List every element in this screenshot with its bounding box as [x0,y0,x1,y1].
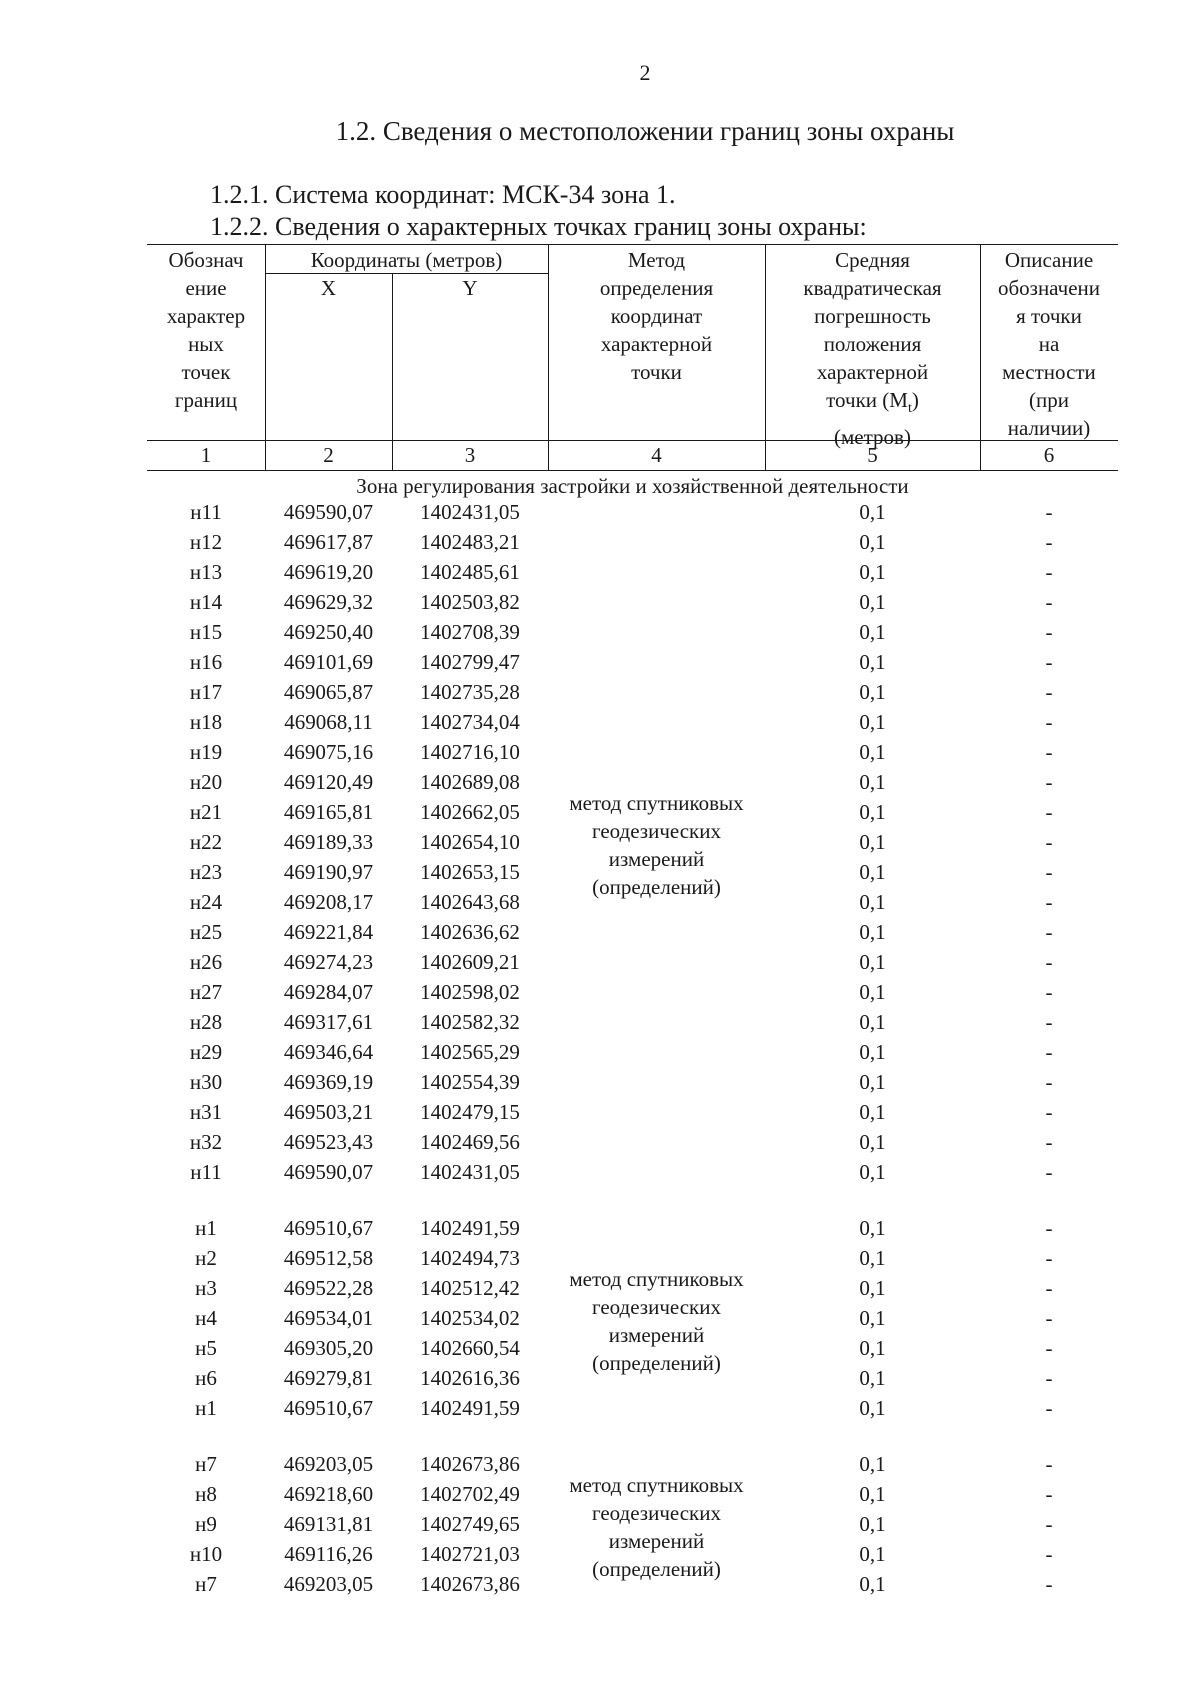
y-coordinate: 1402749,65 [420,1512,520,1536]
table-row [0,530,1200,560]
point-description: - [1045,1100,1053,1124]
method-line: (определений) [592,1557,721,1581]
method-line: геодезических [591,1295,721,1319]
table-row [0,590,1200,620]
mean-error: 0,1 [859,1130,886,1154]
point-description: - [1045,1396,1053,1420]
group-gap [0,1426,1200,1452]
point-description: - [1045,1010,1053,1034]
point-description: - [1045,1512,1053,1536]
mean-error: 0,1 [859,620,886,644]
mean-error: 0,1 [859,800,886,824]
point-description: - [1045,770,1053,794]
mean-error: 0,1 [859,1160,886,1184]
mean-error: 0,1 [859,650,886,674]
method-line: геодезических [591,1501,721,1525]
mean-error: 0,1 [859,1010,886,1034]
x-coordinate: 469317,61 [283,1010,374,1034]
x-coordinate: 469305,20 [283,1336,374,1360]
header-line: обозначени [997,276,1101,300]
y-coordinate: 1402653,15 [420,860,520,884]
mean-error: 0,1 [859,1070,886,1094]
point-label: н1 [195,1216,217,1240]
header-line: я точки [1016,304,1082,328]
point-label: н17 [189,680,223,704]
y-coordinate: 1402554,39 [420,1070,520,1094]
x-coordinate: 469346,64 [283,1040,374,1064]
y-coordinate: 1402491,59 [420,1216,520,1240]
x-coordinate: 469221,84 [283,920,374,944]
header-line: положения [823,332,922,356]
table-row [0,1160,1200,1190]
point-description: - [1045,1246,1053,1270]
numbers-bottom-border [147,470,1118,471]
point-description: - [1045,920,1053,944]
point-description: - [1045,680,1053,704]
mean-error: 0,1 [859,1572,886,1596]
y-coordinate: 1402721,03 [420,1542,520,1566]
table-top-border [147,244,1118,245]
header-x: X [320,276,337,300]
method-line: метод спутниковых [569,1473,744,1497]
point-label: н19 [189,740,223,764]
mean-error: 0,1 [859,1482,886,1506]
x-coordinate: 469503,21 [283,1100,374,1124]
point-label: н25 [189,920,223,944]
method-line: геодезических [591,819,721,843]
column-number-2: 2 [323,443,334,467]
x-coordinate: 469534,01 [283,1306,374,1330]
point-description: - [1045,1160,1053,1184]
point-description: - [1045,620,1053,644]
point-description: - [1045,1542,1053,1566]
y-coordinate: 1402734,04 [420,710,520,734]
mean-error: 0,1 [859,710,886,734]
mean-error: 0,1 [859,590,886,614]
table-row [0,650,1200,680]
y-coordinate: 1402799,47 [420,650,520,674]
method-line: метод спутниковых [569,791,744,815]
mean-error: 0,1 [859,980,886,1004]
point-label: н21 [189,800,223,824]
mean-error: 0,1 [859,1040,886,1064]
x-coordinate: 469590,07 [283,500,374,524]
point-description: - [1045,710,1053,734]
point-description: - [1045,980,1053,1004]
column-number-1: 1 [200,443,212,467]
x-coordinate: 469218,60 [283,1482,374,1506]
y-coordinate: 1402643,68 [420,890,520,914]
y-coordinate: 1402609,21 [420,950,520,974]
header-line: Метод [627,248,686,272]
page-number: 2 [639,60,651,85]
header-line: Обознач [168,248,244,272]
header-method [548,246,765,386]
point-description: - [1045,590,1053,614]
x-coordinate: 469131,81 [283,1512,374,1536]
x-coordinate: 469510,67 [283,1396,374,1420]
method-cell [548,1265,765,1377]
x-coordinate: 469369,19 [283,1070,374,1094]
point-label: н1 [195,1396,217,1420]
mean-error: 0,1 [859,1452,886,1476]
point-label: н24 [189,890,223,914]
header-line: ных [188,332,224,356]
header-line: границ [174,388,238,412]
group-gap [0,1190,1200,1216]
mean-error: 0,1 [859,1306,886,1330]
point-label: н15 [189,620,223,644]
x-coordinate: 469617,87 [283,530,374,554]
x-coordinate: 469203,05 [283,1572,374,1596]
point-label: н31 [189,1100,223,1124]
method-line: метод спутниковых [569,1267,744,1291]
y-coordinate: 1402708,39 [420,620,520,644]
point-label: н30 [189,1070,223,1094]
point-label: н27 [189,980,223,1004]
point-label: н4 [195,1306,217,1330]
point-description: - [1045,1216,1053,1240]
point-label: н16 [189,650,223,674]
x-coordinate: 469279,81 [283,1366,374,1390]
point-description: - [1045,650,1053,674]
point-description: - [1045,500,1053,524]
table-row [0,1396,1200,1426]
mean-error: 0,1 [859,1542,886,1566]
header-line: (при [1029,388,1069,412]
section-title: 1.2. Сведения о местоположении границ зоны охраны [335,116,955,146]
header-line: координат [610,304,703,328]
header-line: точек [181,360,231,384]
table-row [0,950,1200,980]
x-coordinate: 469274,23 [283,950,374,974]
x-coordinate: 469203,05 [283,1452,374,1476]
header-line: точки $(M_t)$ [826,388,919,417]
point-description: - [1045,1452,1053,1476]
table-row [0,500,1200,530]
method-cell [548,789,765,901]
mean-error: 0,1 [859,1396,886,1420]
column-number-4: 4 [651,443,662,467]
y-coordinate: 1402469,56 [420,1130,520,1154]
y-coordinate: 1402735,28 [420,680,520,704]
header-line: ение [185,276,227,300]
header-line: Средняя [835,248,910,272]
header-line: погрешность [814,304,931,328]
mean-error: 0,1 [859,680,886,704]
point-description: - [1045,1572,1053,1596]
mean-error: 0,1 [859,530,886,554]
header-line: определения [599,276,714,300]
method-cell [548,1471,765,1583]
y-coordinate: 1402565,29 [420,1040,520,1064]
table-row [0,1070,1200,1100]
point-label: н2 [195,1246,217,1270]
table-row [0,1100,1200,1130]
point-label: н26 [189,950,223,974]
point-label: н29 [189,1040,223,1064]
method-line: (определений) [592,1351,721,1375]
point-label: н18 [189,710,223,734]
y-coordinate: 1402616,36 [420,1366,520,1390]
header-line: характер [166,304,246,328]
zone-title: Зона регулирования застройки и хозяйственной деятельности [356,474,909,498]
y-coordinate: 1402636,62 [420,920,520,944]
point-group [0,1216,1200,1426]
y-coordinate: 1402431,05 [420,500,520,524]
method-line: (определений) [592,875,721,899]
header-line: квадратическая [803,276,942,300]
header-designation [147,246,265,414]
x-coordinate: 469523,43 [283,1130,374,1154]
x-coordinate: 469120,49 [283,770,374,794]
mean-error: 0,1 [859,1336,886,1360]
x-coordinate: 469116,26 [284,1542,373,1566]
y-coordinate: 1402598,02 [420,980,520,1004]
mean-error: 0,1 [859,560,886,584]
mean-error: 0,1 [859,830,886,854]
point-description: - [1045,530,1053,554]
y-coordinate: 1402654,10 [420,830,520,854]
x-coordinate: 469590,07 [283,1160,374,1184]
table-row [0,1040,1200,1070]
y-coordinate: 1402534,02 [420,1306,520,1330]
x-coordinate: 469250,40 [283,620,374,644]
x-coordinate: 469619,20 [283,560,374,584]
point-label: н7 [195,1452,217,1476]
mean-error: 0,1 [859,1512,886,1536]
y-coordinate: 1402485,61 [420,560,520,584]
y-coordinate: 1402660,54 [420,1336,520,1360]
table-row [0,710,1200,740]
mean-error: 0,1 [859,740,886,764]
column-number-6: 6 [1043,443,1055,467]
point-label: н7 [195,1572,217,1596]
coordinate-system-line: 1.2.1. Система координат: МСК-34 зона 1. [210,180,676,209]
y-coordinate: 1402512,42 [420,1276,520,1300]
point-label: н9 [195,1512,217,1536]
table-row [0,560,1200,590]
method-line: измерений [608,1323,705,1347]
point-description: - [1045,1130,1053,1154]
header-line: Описание [1004,248,1094,272]
point-description: - [1045,830,1053,854]
y-coordinate: 1402494,73 [420,1246,520,1270]
x-coordinate: 469208,17 [283,890,374,914]
table-row [0,920,1200,950]
header-line: точки [631,360,682,384]
header-y: Y [462,276,478,300]
x-coordinate: 469068,11 [284,710,373,734]
x-coordinate: 469190,97 [283,860,374,884]
point-description: - [1045,740,1053,764]
header-line: наличии) [1007,416,1091,440]
table-row [0,680,1200,710]
y-coordinate: 1402716,10 [420,740,520,764]
point-description: - [1045,950,1053,974]
point-description: - [1045,1482,1053,1506]
y-coordinate: 1402673,86 [420,1572,520,1596]
y-coordinate: 1402689,08 [420,770,520,794]
x-coordinate: 469075,16 [283,740,374,764]
y-coordinate: 1402702,49 [420,1482,520,1506]
mean-error: 0,1 [859,1366,886,1390]
x-coordinate: 469101,69 [283,650,374,674]
y-coordinate: 1402582,32 [420,1010,520,1034]
table-row [0,1130,1200,1160]
x-coordinate: 469512,58 [283,1246,374,1270]
x-coordinate: 469065,87 [283,680,374,704]
mean-error: 0,1 [859,860,886,884]
mean-error: 0,1 [859,1100,886,1124]
column-number-3: 3 [464,443,476,467]
table-row [0,740,1200,770]
x-coordinate: 469522,28 [283,1276,374,1300]
y-coordinate: 1402503,82 [420,590,520,614]
y-coordinate: 1402662,05 [420,800,520,824]
point-description: - [1045,1366,1053,1390]
mean-error: 0,1 [859,770,886,794]
header-line: на [1038,332,1060,356]
point-description: - [1045,560,1053,584]
header-description [980,246,1118,442]
mean-error: 0,1 [859,890,886,914]
point-label: н8 [195,1482,217,1506]
header-line: характерной [600,332,713,356]
point-label: н3 [195,1276,217,1300]
point-label: н5 [195,1336,217,1360]
point-description: - [1045,1306,1053,1330]
point-label: н11 [190,500,222,524]
mean-error: 0,1 [859,1276,886,1300]
point-label: н23 [189,860,223,884]
header-line: характерной [816,360,929,384]
header-line: местности [1002,360,1096,384]
point-label: н12 [189,530,223,554]
table-body [0,500,1200,1602]
x-coordinate: 469629,32 [283,590,374,614]
point-description: - [1045,1276,1053,1300]
mean-error: 0,1 [859,1246,886,1270]
mean-error: 0,1 [859,1216,886,1240]
y-coordinate: 1402673,86 [420,1452,520,1476]
point-group [0,1452,1200,1602]
point-description: - [1045,1070,1053,1094]
method-line: измерений [608,1529,705,1553]
point-label: н14 [189,590,223,614]
mean-error: 0,1 [859,500,886,524]
table-row [0,1216,1200,1246]
header-error [765,246,980,451]
y-coordinate: 1402491,59 [420,1396,520,1420]
point-label: н10 [189,1542,223,1566]
y-coordinate: 1402431,05 [420,1160,520,1184]
x-coordinate: 469510,67 [283,1216,374,1240]
mean-error: 0,1 [859,920,886,944]
point-description: - [1045,890,1053,914]
y-coordinate: 1402479,15 [420,1100,520,1124]
method-line: измерений [608,847,705,871]
table-row [0,620,1200,650]
point-description: - [1045,860,1053,884]
table-row [0,980,1200,1010]
column-number-5: 5 [867,443,878,467]
point-label: н11 [190,1160,222,1184]
point-label: н20 [189,770,223,794]
x-coordinate: 469165,81 [283,800,374,824]
point-label: н32 [189,1130,223,1154]
point-description: - [1045,1336,1053,1360]
x-coordinate: 469284,07 [283,980,374,1004]
point-description: - [1045,1040,1053,1064]
y-coordinate: 1402483,21 [420,530,520,554]
mean-error: 0,1 [859,950,886,974]
point-label: н6 [195,1366,217,1390]
point-label: н28 [189,1010,223,1034]
points-title-line: 1.2.2. Сведения о характерных точках границ зоны охраны: [210,212,867,241]
col-divider-2 [392,273,393,470]
point-group [0,500,1200,1190]
table-row [0,1010,1200,1040]
header-coordinates: Координаты (метров) [310,248,503,272]
x-coordinate: 469189,33 [283,830,374,854]
header-line: (метров) [834,425,911,450]
point-label: н22 [189,830,223,854]
point-label: н13 [189,560,223,584]
point-description: - [1045,800,1053,824]
